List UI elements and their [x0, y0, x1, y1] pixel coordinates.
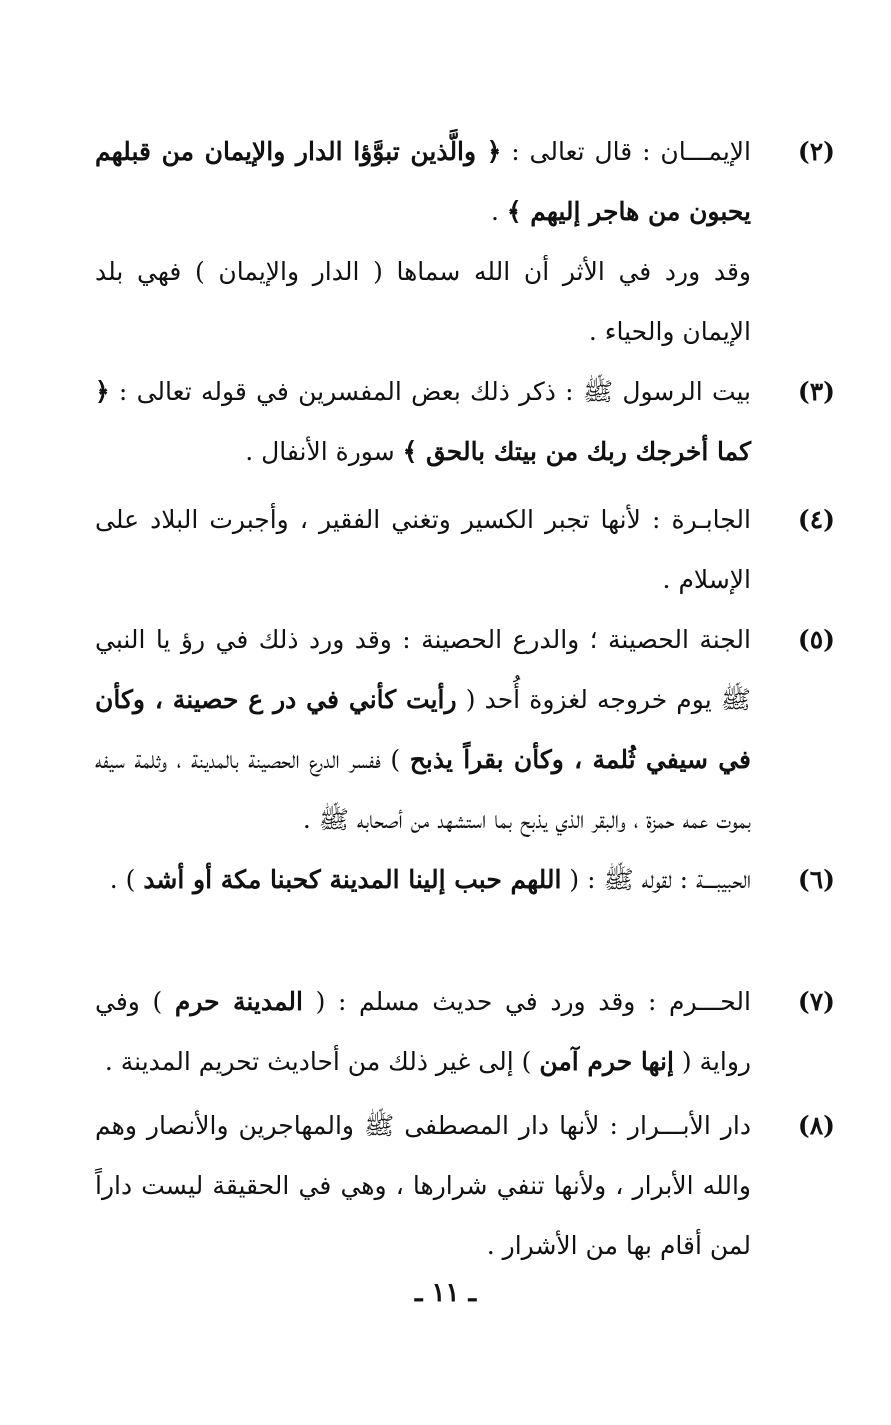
entry-8 [95, 1096, 835, 1276]
entry-tail: ) ففسر الدرع الحصينة بالمدينة ، وثلمة سيفه بموت عمه حمزة ، والبقر الذي يذبح بما استشهد من أصحابه ﷺ . [95, 745, 751, 834]
entry-label: الحـــرم : وقد ورد في حديث مسلم : ( [303, 987, 751, 1016]
entry-6 [95, 850, 835, 910]
hadith-quote: رأيت كأني في در ع حصينة ، وكأن في سيفي ثُلمة ، وكأن بقراً يذبح [95, 685, 752, 774]
entry-tail: ) إلى غير ذلك من أحاديث تحريم المدينة . [104, 1047, 540, 1076]
entry-text: الجابـرة : لأنها تجبر الكسير وتغني الفقير ، وأجبرت البلاد على الإسلام . [95, 505, 751, 594]
entry-number: (٨) [797, 1111, 835, 1140]
entry-number: (٣) [797, 377, 835, 406]
entry-tail: سورة الأنفال . [245, 437, 403, 466]
entry-text [95, 972, 751, 1092]
entry-4 [95, 490, 835, 610]
entry-number: (٥) [797, 625, 835, 654]
entry-text [95, 610, 751, 850]
entry-intro: الجنة الحصينة ؛ والدرع الحصينة : وقد ورد ذلك في رؤ يا النبي ﷺ يوم خروجه لغزوة أُحد ( [95, 625, 751, 714]
entry-tail: . [490, 197, 507, 226]
note-paragraph: وقد ورد في الأثر أن الله سماها ( الدار والإيمان ) فهي بلد الإيمان والحياء . [95, 257, 751, 346]
hadith-quote-2: إنها حرم آمن [539, 1047, 674, 1076]
entry-2 [95, 122, 835, 242]
quran-quote: ﴿ كما أخرجك ربك من بيتك بالحق ﴾ [95, 377, 751, 466]
entry-5 [95, 610, 835, 850]
hadith-quote-1: المدينة حرم [174, 987, 303, 1016]
entry-text: دار الأبـــرار : لأنها دار المصطفى ﷺ والمهاجرين والأنصار وهم والله الأبرار ، ولأنها تنفي شرارها ، وهي في الحقيقة ليست داراً لمن أقام بها من الأشرار . [95, 1111, 751, 1260]
entry-tail: ) . [109, 865, 144, 894]
entry-text [95, 850, 751, 910]
page-number: ـ ١١ ـ [414, 1278, 477, 1308]
entry-mid: ) وفي رواية ( [95, 987, 751, 1076]
hadith-quote: اللهم حبب إلينا المدينة كحبنا مكة أو أشد [143, 865, 562, 894]
entry-text [95, 122, 751, 242]
entry-label: الإيمـــان : قال تعالى : [511, 137, 751, 166]
quran-quote: ﴿ والَّذين تبوَّؤا الدار والإيمان من قبلهم يحبون من هاجر إليهم ﴾ [95, 137, 751, 226]
entry-label: الحبيبــــة : لقوله ﷺ : ( [561, 865, 751, 894]
entry-number: (٦) [797, 865, 835, 894]
entry-number: (٧) [797, 987, 835, 1016]
entry-label: بيت الرسول ﷺ : ذكر ذلك بعض المفسرين في قوله تعالى : [118, 377, 752, 406]
entry-number: (٢) [797, 137, 835, 166]
entry-3 [95, 362, 835, 482]
entry-7 [95, 972, 835, 1092]
entry-number: (٤) [797, 505, 835, 534]
entry-text [95, 362, 751, 482]
